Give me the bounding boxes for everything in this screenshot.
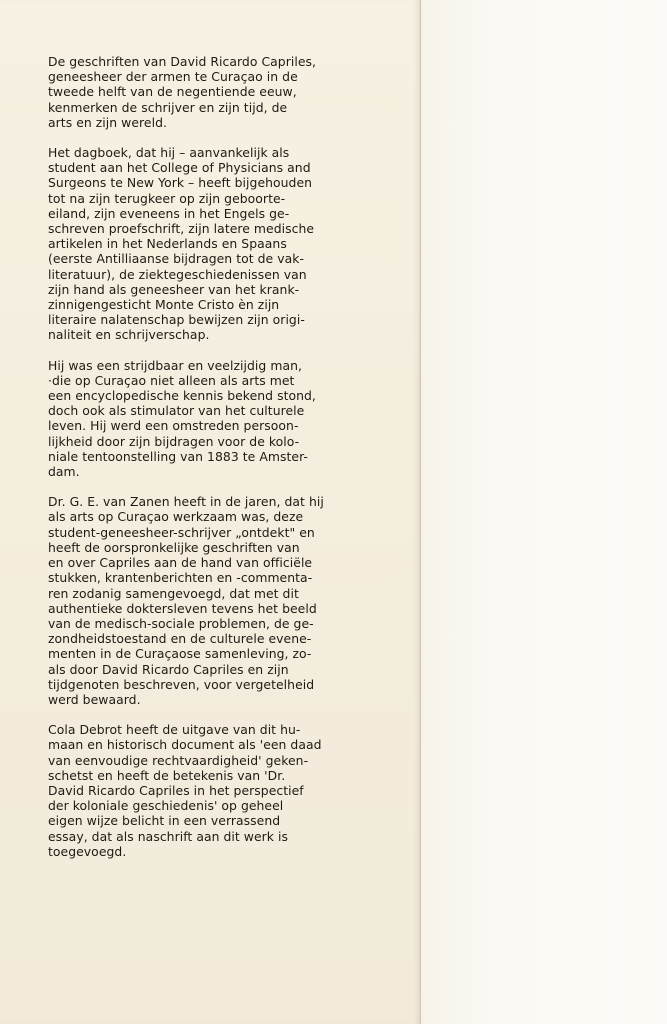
paragraph-4: Dr. G. E. van Zanen heeft in de jaren, dat hij als arts op Curaçao werkzaam was, deze student-geneesheer-schrijver „ontdekt" en heeft de oorspronkelijke geschriften van en over Capriles aan de hand van officiële stukken, krantenberichten en -commenta- ren zodanig samengevoegd, dat met dit authentieke doktersleven tevens het beeld van de medisch-sociale problemen, de ge- zondheidstoestand en de culturele evene- menten in de Curaçaose samenleving, zo- als door David Ricardo Capriles en zijn tijdgenoten beschreven, voor vergetelheid werd bewaard. (48, 494, 324, 707)
paragraph-2: Het dagboek, dat hij – aanvankelijk als student aan het College of Physicians and Surgeons te New York – heeft bijgehouden tot na zijn terugkeer op zijn geboorte- eiland, zijn eveneens in het Engels ge- schreven proefschrift, zijn latere medische artikelen in het Nederlands en Spaans (eerste Antilliaanse bijdragen tot de vak- literatuur), de ziektegeschiedenissen van zijn hand als geneesheer van het krank- zinnigengesticht Monte Cristo èn zijn literaire nalatenschap bewijzen zijn origi- naliteit en schrijverschap. (48, 145, 315, 343)
blurb-text (48, 54, 330, 874)
paragraph-5: Cola Debrot heeft de uitgave van dit hu- maan en historisch document als 'een daad van eenvoudige rechtvaardigheid' geken- schetst en heeft de betekenis van 'Dr. David Ricardo Capriles in het perspectief der koloniale geschiedenis' op geheel eigen wijze belicht in een verrassend essay, dat als naschrift aan dit werk is toegevoegd. (48, 722, 322, 859)
paragraph-1: De geschriften van David Ricardo Capriles, geneesheer der armen te Curaçao in de tweede helft van de negentiende eeuw, kenmerken de schrijver en zijn tijd, de arts en zijn wereld. (48, 54, 317, 130)
paragraph-3: Hij was een strijdbaar en veelzijdig man, ·die op Curaçao niet alleen als arts met een encyclopedische kennis bekend stond, doch ook als stimulator van het culturele leven. Hij werd een omstreden persoon- lijkheid door zijn bijdragen voor de kolo- niale tentoonstelling van 1883 te Amster- dam. (48, 357, 316, 480)
cover-flap (421, 0, 667, 1024)
